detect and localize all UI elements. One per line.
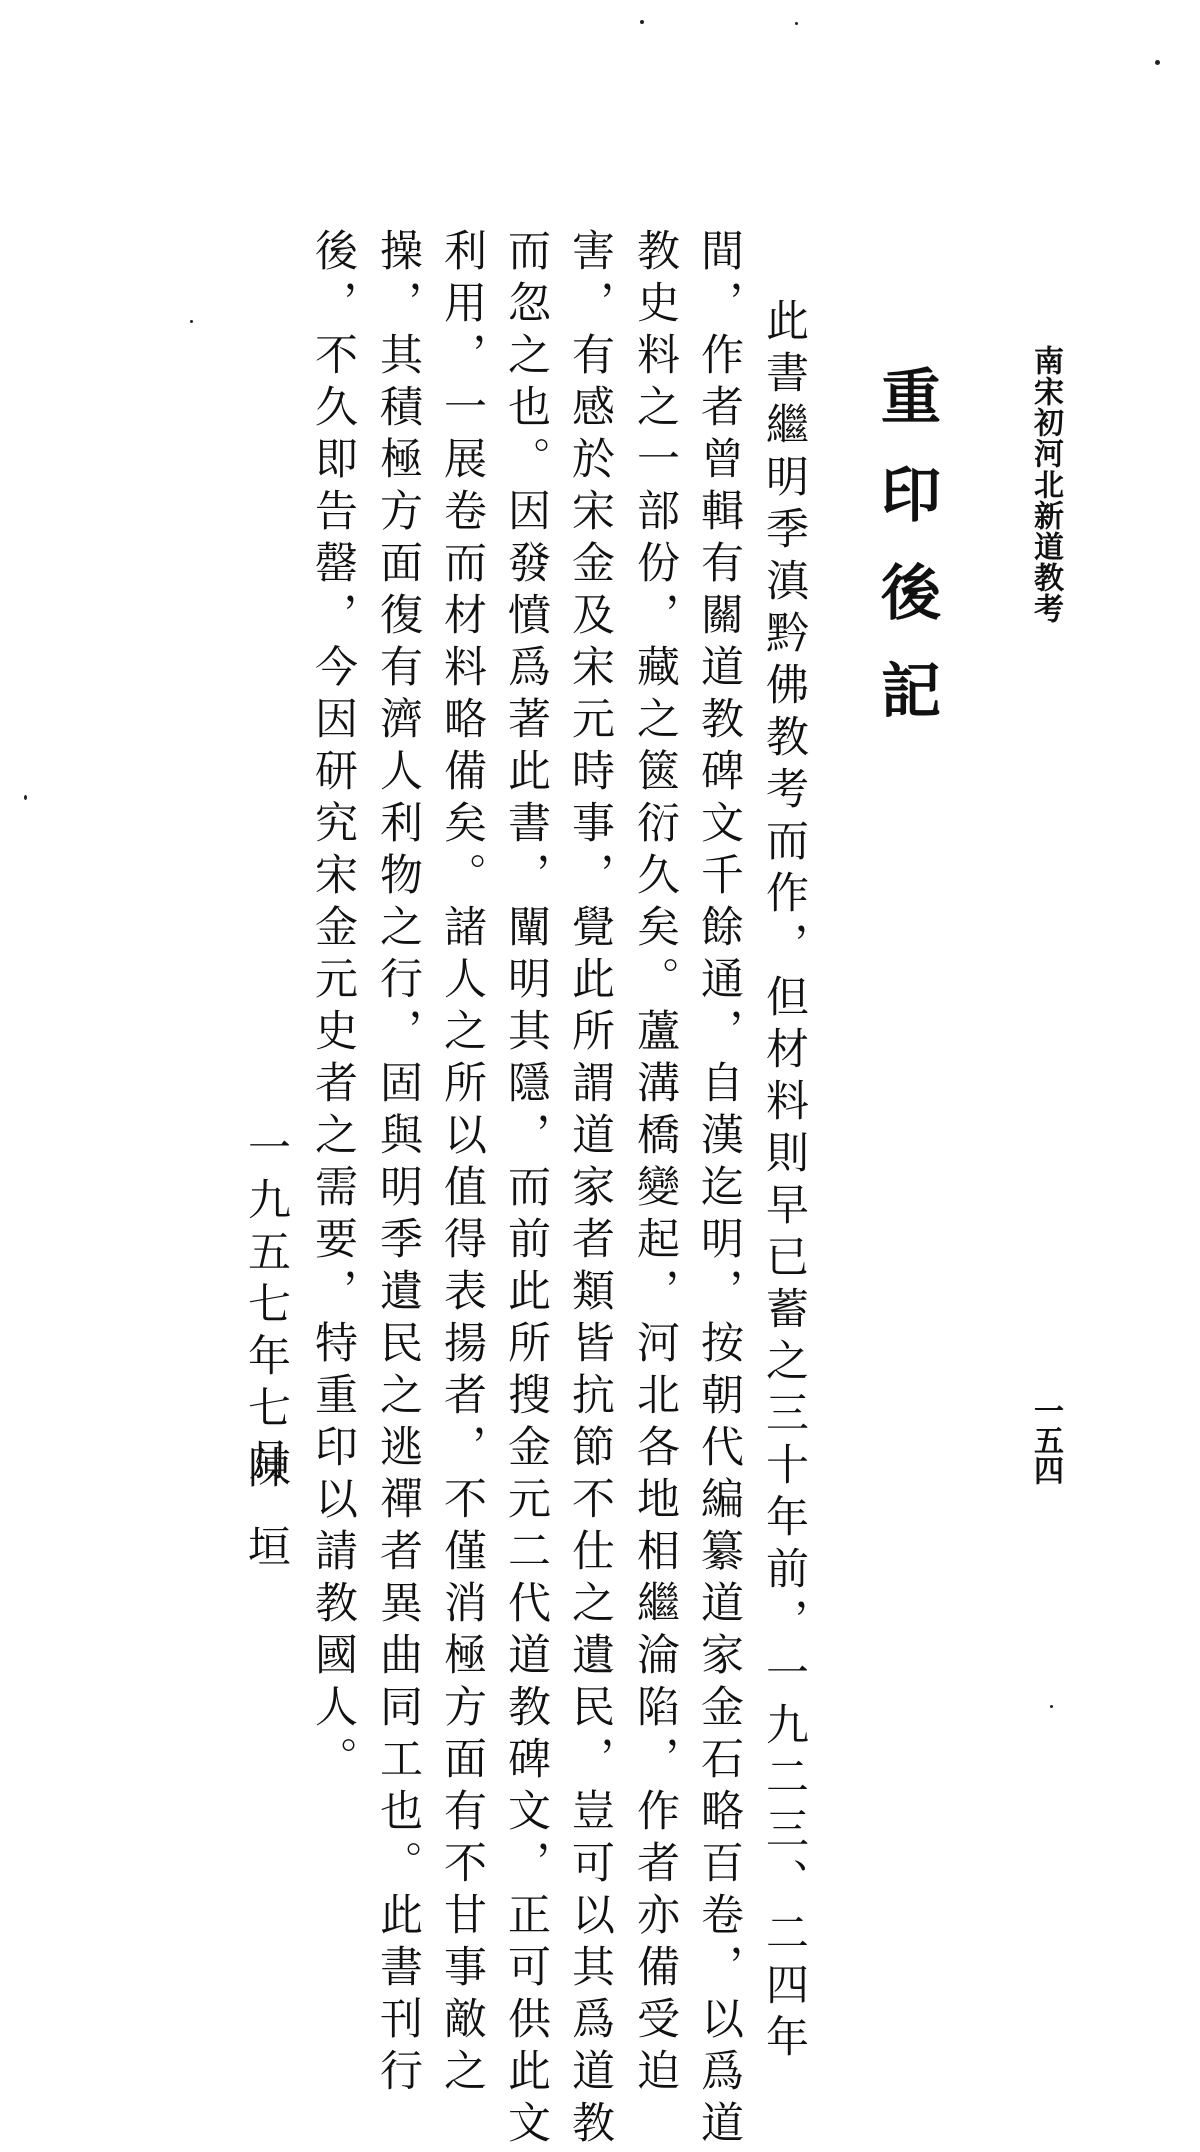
- body-column-6: 利用，一展卷而材料略備矣。諸人之所以值得表揚者，不僅消極方面有不甘事敵之: [437, 228, 487, 2100]
- page-number: 一五四: [1028, 1395, 1063, 1485]
- body-column-8: 後，不久即告罄，今因研究宋金元史者之需要，特重印以請教國人。: [308, 228, 358, 1788]
- body-column-5: 而忽之也。因發憤爲著此書，闡明其隱，而前此所搜金元二代道教碑文，正可供此文: [501, 228, 551, 2152]
- scan-speck: [640, 20, 644, 24]
- body-column-7: 操，其積極方面復有濟人利物之行，固與明季遺民之逃禪者異曲同工也。此書刊行: [373, 228, 423, 2100]
- date-line: 一九五七年七月: [241, 1125, 291, 1489]
- scan-speck: [24, 795, 27, 800]
- body-column-1: 此書繼明季滇黔佛教考而作，但材料則早已蓄之三十年前，一九二三、二四年: [759, 298, 809, 2066]
- page-title: 重印後記: [871, 365, 941, 757]
- scan-speck: [1050, 1705, 1053, 1708]
- running-head: 南宋初河北新道教考: [1028, 345, 1063, 624]
- author-signature: 陳垣: [241, 1445, 291, 1603]
- body-column-4: 害，有感於宋金及宋元時事，覺此所謂道家者類皆抗節不仕之遺民，豈可以其爲道教: [565, 228, 615, 2152]
- scan-speck: [1155, 60, 1160, 65]
- scan-speck: [190, 320, 193, 323]
- body-column-3: 教史料之一部份，藏之篋衍久矣。蘆溝橋變起，河北各地相繼淪陷，作者亦備受迫: [630, 228, 680, 2100]
- scan-speck: [795, 22, 798, 25]
- body-column-2: 間，作者曾輯有關道教碑文千餘通，自漢迄明，按朝代編纂道家金石略百卷，以爲道: [694, 228, 744, 2152]
